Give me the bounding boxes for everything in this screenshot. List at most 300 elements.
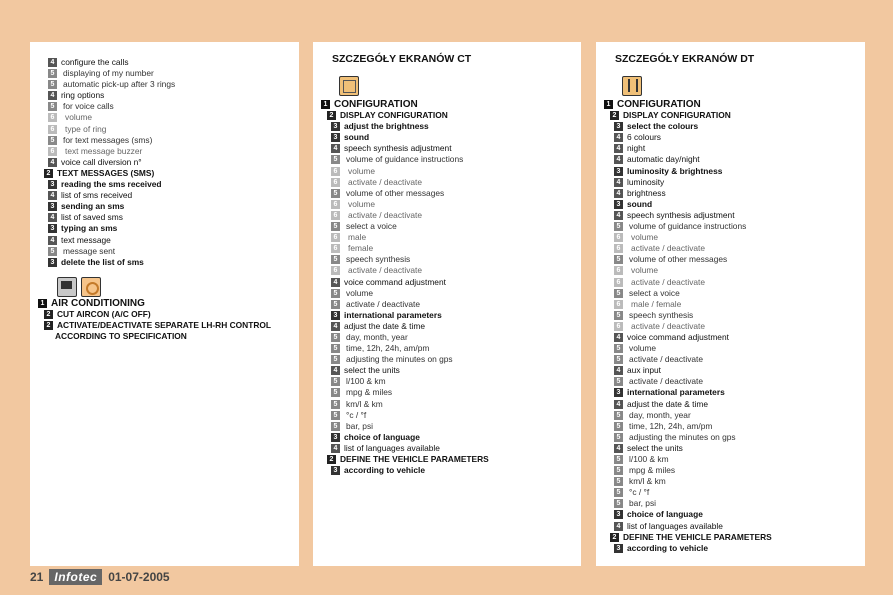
menu-item-label: CONFIGURATION xyxy=(617,99,701,110)
menu-item-label: sound xyxy=(627,198,653,209)
level-badge: 6 xyxy=(331,167,340,176)
menu-item xyxy=(596,254,865,265)
menu-item xyxy=(596,321,865,332)
menu-item xyxy=(596,166,865,177)
menu-item xyxy=(596,110,865,121)
level-badge: 5 xyxy=(614,499,623,508)
menu-item xyxy=(596,343,865,354)
menu-item xyxy=(313,321,581,332)
menu-item xyxy=(596,521,865,532)
menu-item-label: AIR CONDITIONING xyxy=(51,298,145,309)
menu-item-label: adjust the date & time xyxy=(344,320,426,331)
menu-item xyxy=(596,332,865,343)
level-badge: 5 xyxy=(331,189,340,198)
menu-list-ct xyxy=(313,99,581,476)
menu-item xyxy=(30,179,299,190)
menu-item xyxy=(596,498,865,509)
menu-item xyxy=(596,199,865,210)
menu-item-label: activate / deactivate xyxy=(629,354,704,365)
menu-item xyxy=(313,221,581,232)
menu-item-label: luminosity & brightness xyxy=(627,165,723,176)
level-badge: 2 xyxy=(327,111,336,120)
level-badge: 6 xyxy=(614,322,623,331)
level-badge: 3 xyxy=(48,258,57,267)
menu-item-label: list of languages available xyxy=(344,442,440,453)
level-badge: 5 xyxy=(331,377,340,386)
menu-item-label: select a voice xyxy=(346,221,397,232)
level-badge: 2 xyxy=(327,455,336,464)
menu-item xyxy=(596,465,865,476)
menu-item-label: km/l & km xyxy=(346,398,383,409)
level-badge: 5 xyxy=(331,388,340,397)
menu-item xyxy=(596,509,865,520)
panel-left xyxy=(30,42,299,566)
menu-item xyxy=(30,320,299,331)
menu-item-label: time, 12h, 24h, am/pm xyxy=(629,420,713,431)
fan-icon xyxy=(81,277,101,297)
menu-item-label: automatic pick-up after 3 rings xyxy=(63,79,176,90)
menu-item xyxy=(313,243,581,254)
menu-item-label: activate / deactivate xyxy=(631,243,706,254)
level-badge: 5 xyxy=(331,255,340,264)
menu-item xyxy=(596,532,865,543)
level-badge: 5 xyxy=(614,344,623,353)
menu-item xyxy=(596,265,865,276)
menu-item xyxy=(30,146,299,157)
menu-item-label: displaying of my number xyxy=(63,68,154,79)
menu-item-label: sound xyxy=(344,132,370,143)
level-badge: 4 xyxy=(614,444,623,453)
level-badge: 6 xyxy=(48,113,57,122)
menu-item-label: male / female xyxy=(631,298,682,309)
level-badge: 3 xyxy=(614,388,623,397)
menu-item-label: day, month, year xyxy=(346,331,408,342)
menu-item-label: activate / deactivate xyxy=(348,209,423,220)
level-badge: 3 xyxy=(614,200,623,209)
menu-item-label: for voice calls xyxy=(63,101,114,112)
level-badge: 2 xyxy=(610,111,619,120)
menu-item xyxy=(313,177,581,188)
menu-item xyxy=(596,421,865,432)
menu-item xyxy=(30,90,299,101)
menu-item xyxy=(30,235,299,246)
level-badge: 6 xyxy=(331,200,340,209)
menu-item xyxy=(30,257,299,268)
menu-item-label: 6 colours xyxy=(627,132,661,143)
level-badge: 5 xyxy=(614,455,623,464)
level-badge: 4 xyxy=(614,522,623,531)
menu-item xyxy=(313,421,581,432)
level-badge: 5 xyxy=(48,80,57,89)
menu-item-label: adjusting the minutes on gps xyxy=(629,431,736,442)
level-badge: 4 xyxy=(48,191,57,200)
menu-item xyxy=(30,298,299,309)
menu-item xyxy=(596,487,865,498)
menu-item-label: °c / °f xyxy=(346,409,367,420)
menu-item xyxy=(596,310,865,321)
menu-item-label: automatic day/night xyxy=(627,154,700,165)
menu-item xyxy=(596,476,865,487)
level-badge: 6 xyxy=(331,178,340,187)
level-badge: 6 xyxy=(614,244,623,253)
menu-item-label: TEXT MESSAGES (SMS) xyxy=(57,167,155,178)
level-badge: 3 xyxy=(331,122,340,131)
level-badge: 5 xyxy=(614,411,623,420)
menu-item xyxy=(596,454,865,465)
menu-item-label: luminosity xyxy=(627,176,665,187)
menu-item-label: volume xyxy=(629,343,656,354)
level-badge: 3 xyxy=(614,167,623,176)
menu-item xyxy=(596,177,865,188)
menu-item xyxy=(313,288,581,299)
menu-item xyxy=(313,265,581,276)
level-badge: 5 xyxy=(614,355,623,364)
level-badge: 6 xyxy=(331,211,340,220)
menu-item xyxy=(30,309,299,320)
menu-item-label: ACTIVATE/DEACTIVATE SEPARATE LH-RH CONTROL xyxy=(57,320,272,331)
edition-date: 01-07-2005 xyxy=(108,570,170,584)
level-badge: 6 xyxy=(48,125,57,134)
menu-item-label: l/100 & km xyxy=(629,454,669,464)
menu-item xyxy=(30,101,299,112)
menu-item-label: volume of other messages xyxy=(629,254,728,265)
menu-item-label: volume xyxy=(631,265,658,276)
menu-item xyxy=(313,354,581,365)
menu-item xyxy=(313,410,581,421)
level-badge: 4 xyxy=(48,91,57,100)
menu-item-label: text message xyxy=(61,234,111,245)
menu-item xyxy=(313,188,581,199)
level-badge: 3 xyxy=(48,202,57,211)
level-badge: 5 xyxy=(614,488,623,497)
menu-item xyxy=(313,376,581,387)
menu-item-label: CUT AIRCON (A/C OFF) xyxy=(57,309,151,320)
level-badge: 4 xyxy=(331,444,340,453)
menu-item-label: message sent xyxy=(63,245,116,256)
level-badge: 3 xyxy=(331,133,340,142)
menu-item xyxy=(596,99,865,110)
menu-item xyxy=(313,154,581,165)
menu-item xyxy=(596,288,865,299)
level-badge: 1 xyxy=(321,100,330,109)
menu-item xyxy=(596,188,865,199)
level-badge: 4 xyxy=(331,366,340,375)
menu-item xyxy=(313,299,581,310)
level-badge: 6 xyxy=(614,300,623,309)
menu-item xyxy=(596,121,865,132)
menu-item xyxy=(30,201,299,212)
menu-item xyxy=(313,454,581,465)
level-badge: 4 xyxy=(614,333,623,342)
menu-item xyxy=(30,68,299,79)
level-badge: 6 xyxy=(614,278,623,287)
menu-item xyxy=(596,387,865,398)
brand-logo: Infotec xyxy=(49,569,102,585)
level-badge: 2 xyxy=(44,310,53,319)
menu-item-label: volume xyxy=(631,232,658,243)
level-badge: 4 xyxy=(614,155,623,164)
menu-item xyxy=(313,365,581,376)
menu-item xyxy=(596,154,865,165)
menu-item-label: typing an sms xyxy=(61,223,118,234)
menu-item xyxy=(313,210,581,221)
level-badge: 2 xyxy=(44,169,53,178)
menu-item xyxy=(313,310,581,321)
level-badge: 4 xyxy=(614,366,623,375)
level-badge: 4 xyxy=(614,144,623,153)
menu-item xyxy=(596,543,865,554)
menu-item-label: female xyxy=(348,243,374,254)
menu-item xyxy=(596,143,865,154)
menu-item xyxy=(30,212,299,223)
menu-item xyxy=(313,343,581,354)
menu-item-label: adjust the date & time xyxy=(627,398,709,409)
menu-item xyxy=(313,132,581,143)
menu-item-label: sending an sms xyxy=(61,201,125,212)
menu-item-label: volume xyxy=(348,165,375,176)
menu-item-label: international parameters xyxy=(627,387,725,398)
menu-item xyxy=(30,246,299,257)
menu-item xyxy=(313,399,581,410)
level-badge: 5 xyxy=(48,69,57,78)
level-badge: 5 xyxy=(614,422,623,431)
menu-item-label: mpg & miles xyxy=(629,465,676,476)
menu-item-label: km/l & km xyxy=(629,476,666,487)
menu-item-label: reading the sms received xyxy=(61,179,162,190)
menu-item xyxy=(313,232,581,243)
menu-item xyxy=(596,221,865,232)
menu-item xyxy=(596,432,865,443)
level-badge: 5 xyxy=(331,289,340,298)
menu-item-label: speech synthesis adjustment xyxy=(344,143,452,154)
menu-item-label: male xyxy=(348,232,367,243)
menu-item-label: volume xyxy=(348,198,375,209)
menu-item xyxy=(30,135,299,146)
level-badge: 5 xyxy=(48,136,57,145)
menu-item xyxy=(313,143,581,154)
menu-item-label: select a voice xyxy=(629,287,680,298)
panel-title: SZCZEGÓŁY EKRANÓW CT xyxy=(332,53,472,65)
menu-item-label: voice command adjustment xyxy=(344,276,446,287)
menu-item-label: speech synthesis xyxy=(629,309,694,320)
level-badge: 5 xyxy=(331,411,340,420)
page-number: 21 xyxy=(30,570,44,584)
menu-item xyxy=(596,243,865,254)
level-badge: 4 xyxy=(614,400,623,409)
level-badge: 3 xyxy=(331,311,340,320)
menu-item xyxy=(313,277,581,288)
menu-item xyxy=(596,410,865,421)
menu-item xyxy=(596,232,865,243)
monitor-icon xyxy=(57,277,77,297)
level-badge: 4 xyxy=(331,322,340,331)
menu-item-label: international parameters xyxy=(344,309,442,320)
menu-item-label: delete the list of sms xyxy=(61,256,144,267)
menu-item-label: mpg & miles xyxy=(346,387,393,398)
level-badge: 4 xyxy=(614,189,623,198)
menu-item-label: bar, psi xyxy=(346,420,374,431)
menu-item-label: according to vehicle xyxy=(344,465,425,476)
panel-ct xyxy=(313,42,581,566)
level-badge: 5 xyxy=(614,255,623,264)
level-badge: 6 xyxy=(331,266,340,275)
menu-item-label: volume of guidance instructions xyxy=(346,154,464,165)
level-badge: 5 xyxy=(614,289,623,298)
icon-group-dt xyxy=(622,76,642,96)
menu-item xyxy=(313,443,581,454)
menu-item xyxy=(30,168,299,179)
level-badge: 4 xyxy=(48,236,57,245)
level-badge: 5 xyxy=(614,377,623,386)
menu-item xyxy=(596,365,865,376)
menu-item-label: activate / deactivate xyxy=(348,265,423,276)
menu-item-label: ring options xyxy=(61,90,105,101)
menu-item xyxy=(313,254,581,265)
level-badge: 5 xyxy=(614,311,623,320)
level-badge: 4 xyxy=(48,58,57,67)
menu-item-label: for text messages (sms) xyxy=(63,134,153,145)
panel-dt xyxy=(596,42,865,566)
menu-item xyxy=(30,112,299,123)
level-badge: 1 xyxy=(604,100,613,109)
menu-item xyxy=(313,432,581,443)
menu-item xyxy=(30,190,299,201)
menu-item xyxy=(30,223,299,234)
menu-item xyxy=(30,57,299,68)
menu-item-label: °c / °f xyxy=(629,487,650,498)
menu-item-label: activate / deactivate xyxy=(348,176,423,187)
level-badge: 5 xyxy=(614,477,623,486)
level-badge: 5 xyxy=(48,102,57,111)
menu-item-label: DISPLAY CONFIGURATION xyxy=(340,110,448,121)
menu-item xyxy=(313,387,581,398)
menu-item-label: CONFIGURATION xyxy=(334,99,418,110)
level-badge: 6 xyxy=(48,147,57,156)
menu-item xyxy=(596,443,865,454)
menu-item-label: select the units xyxy=(627,442,683,453)
menu-item-label: aux input xyxy=(627,365,661,376)
menu-list-left xyxy=(30,57,299,268)
menu-item-label: voice command adjustment xyxy=(627,331,729,342)
menu-item xyxy=(313,110,581,121)
menu-item-label: activate / deactivate xyxy=(631,276,706,287)
level-badge: 5 xyxy=(331,333,340,342)
menu-item xyxy=(313,332,581,343)
menu-item xyxy=(30,124,299,135)
menu-item xyxy=(30,79,299,90)
level-badge: 6 xyxy=(331,233,340,242)
menu-item-label: volume of guidance instructions xyxy=(629,221,747,232)
level-badge: 4 xyxy=(614,133,623,142)
menu-item xyxy=(313,465,581,476)
menu-item-label: volume of other messages xyxy=(346,187,445,198)
level-badge: 5 xyxy=(331,355,340,364)
menu-item xyxy=(313,199,581,210)
menu-item-label: choice of language xyxy=(344,431,420,442)
menu-item-label: list of languages available xyxy=(627,520,723,531)
level-badge: 3 xyxy=(48,224,57,233)
level-badge: 6 xyxy=(614,266,623,275)
menu-item-continuation: ACCORDING TO SPECIFICATION xyxy=(55,331,187,342)
page-footer xyxy=(30,569,170,585)
menu-item-label: DISPLAY CONFIGURATION xyxy=(623,110,731,121)
icon-group-ac xyxy=(57,277,101,297)
level-badge: 3 xyxy=(614,510,623,519)
menu-item-label: speech synthesis xyxy=(346,254,411,265)
level-badge: 1 xyxy=(38,299,47,308)
menu-item xyxy=(596,132,865,143)
menu-item xyxy=(313,99,581,110)
menu-item-label: activate / deactivate xyxy=(629,376,704,387)
menu-item xyxy=(596,354,865,365)
menu-list-dt xyxy=(596,99,865,554)
menu-item-label: l/100 & km xyxy=(346,376,386,387)
level-badge: 2 xyxy=(610,533,619,542)
menu-item-label: adjust the brightness xyxy=(344,121,429,132)
level-badge: 3 xyxy=(48,180,57,189)
menu-item xyxy=(596,399,865,410)
dt-icon xyxy=(622,76,642,96)
panel-title: SZCZEGÓŁY EKRANÓW DT xyxy=(615,53,755,65)
menu-item-label: select the units xyxy=(344,365,400,376)
level-badge: 6 xyxy=(331,244,340,253)
menu-item-label: speech synthesis adjustment xyxy=(627,209,735,220)
level-badge: 5 xyxy=(331,155,340,164)
menu-item-label: brightness xyxy=(627,187,666,198)
menu-item-label: list of sms received xyxy=(61,190,133,201)
ct-icon xyxy=(339,76,359,96)
menu-item-label: time, 12h, 24h, am/pm xyxy=(346,343,430,354)
level-badge: 5 xyxy=(48,247,57,256)
menu-item-label: voice call diversion n° xyxy=(61,156,142,167)
level-badge: 6 xyxy=(614,233,623,242)
level-badge: 5 xyxy=(614,433,623,442)
menu-item-label: text message buzzer xyxy=(65,145,143,156)
level-badge: 3 xyxy=(331,433,340,442)
menu-item-label: type of ring xyxy=(65,123,107,134)
level-badge: 3 xyxy=(614,122,623,131)
level-badge: 5 xyxy=(331,300,340,309)
menu-item-label: select the colours xyxy=(627,121,699,132)
menu-item-label: list of saved sms xyxy=(61,212,123,223)
menu-item-label: configure the calls xyxy=(61,57,129,67)
menu-item-label: DEFINE THE VEHICLE PARAMETERS xyxy=(340,454,489,464)
menu-item xyxy=(30,157,299,168)
level-badge: 2 xyxy=(44,321,53,330)
menu-item-label: activate / deactivate xyxy=(346,298,421,309)
menu-item xyxy=(596,210,865,221)
level-badge: 4 xyxy=(614,178,623,187)
menu-item xyxy=(596,277,865,288)
level-badge: 5 xyxy=(614,466,623,475)
menu-item-label: volume xyxy=(65,112,92,123)
menu-list-ac xyxy=(30,298,299,342)
level-badge: 5 xyxy=(331,344,340,353)
menu-item xyxy=(313,166,581,177)
level-badge: 4 xyxy=(331,278,340,287)
level-badge: 5 xyxy=(331,222,340,231)
menu-item-label: adjusting the minutes on gps xyxy=(346,354,453,365)
level-badge: 4 xyxy=(614,211,623,220)
level-badge: 5 xyxy=(331,400,340,409)
menu-item xyxy=(596,299,865,310)
menu-item xyxy=(313,121,581,132)
level-badge: 5 xyxy=(331,422,340,431)
level-badge: 5 xyxy=(614,222,623,231)
level-badge: 4 xyxy=(48,158,57,167)
menu-item-label: DEFINE THE VEHICLE PARAMETERS xyxy=(623,531,772,542)
level-badge: 4 xyxy=(331,144,340,153)
